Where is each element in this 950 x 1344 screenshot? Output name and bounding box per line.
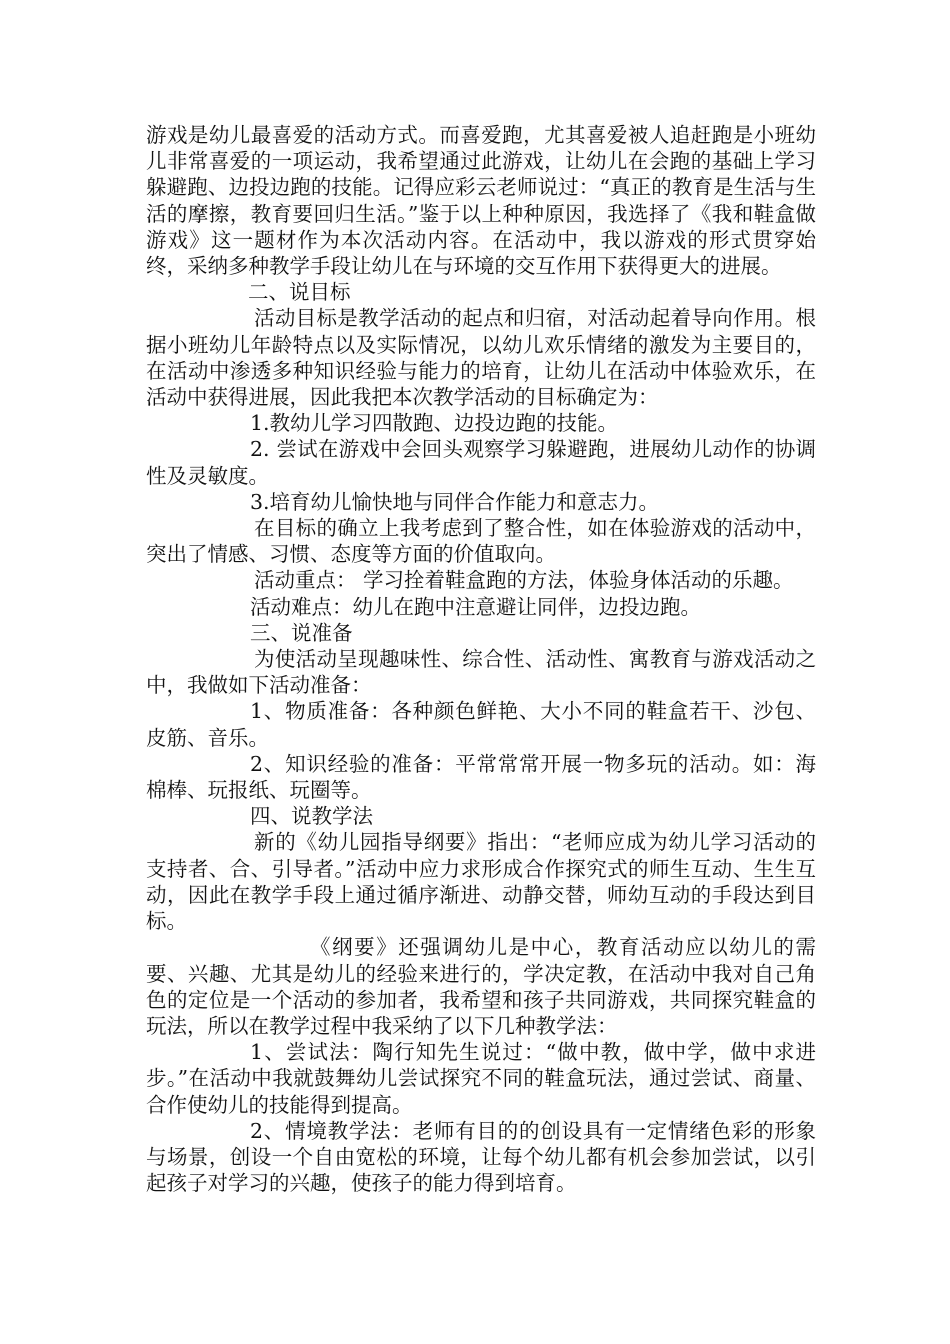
document-body — [146, 122, 816, 1196]
section-heading-methods: 四、说教学法 — [250, 804, 373, 829]
paragraph-difficulty: 活动难点：幼儿在跑中注意避让同伴，边投边跑。 — [250, 594, 701, 619]
paragraph-intro: 游戏是幼儿最喜爱的活动方式。而喜爱跑，尤其喜爱被人追赶跑是小班幼儿非常喜爱的一项运动，我希望通过此游戏，让幼儿在会跑的基础上学习躲避跑、边投边跑的技能。记得应彩云老师说过：“真正的教育是生活与生活的摩擦，教育要回归生活。”鉴于以上种种原因，我选择了《我和鞋盒做游戏》这一题材作为本次活动内容。在活动中，我以游戏的形式贯穿始终，采纳多种教学手段让幼儿在与环境的交互作用下获得更大的进展。 — [146, 123, 816, 279]
paragraph-integration: 在目标的确立上我考虑到了整合性，如在体验游戏的活动中，突出了情感、习惯、态度等方面的价值取向。 — [146, 516, 816, 567]
section-heading-goals: 二、说目标 — [248, 280, 351, 305]
preparation-item-2: 2、知识经验的准备：平常常常开展一物多玩的活动。如：海棉棒、玩报纸、玩圈等。 — [146, 751, 816, 803]
section-heading-preparation: 三、说准备 — [250, 620, 353, 645]
paragraph-key-point: 活动重点： 学习拴着鞋盒跑的方法，体验身体活动的乐趣。 — [254, 568, 794, 593]
goal-item-3: 3.培育幼儿愉快地与同伴合作能力和意志力。 — [250, 489, 660, 514]
method-item-1: 1、尝试法：陶行知先生说过：“做中教，做中学，做中求进步。”在活动中我就鼓舞幼儿尝试探究不同的鞋盒玩法，通过尝试、商量、合作使幼儿的技能得到提高。 — [146, 1040, 816, 1117]
paragraph-preparation: 为使活动呈现趣味性、综合性、活动性、寓教育与游戏活动之中，我做如下活动准备： — [146, 647, 816, 698]
paragraph-outline: 《纲要》还强调幼儿是中心，教育活动应以幼儿的需要、兴趣、尤其是幼儿的经验来进行的，学决定教，在活动中我对自己角色的定位是一个活动的参加者，我希望和孩子共同游戏，共同探究鞋盒的玩法，所以在教学过程中我采纳了以下几种教学法： — [146, 935, 816, 1038]
method-item-2: 2、情境教学法：老师有目的的创设具有一定情绪色彩的形象与场景，创设一个自由宽松的环境，让每个幼儿都有机会参加尝试，以引起孩子对学习的兴趣，使孩子的能力得到培育。 — [146, 1118, 816, 1196]
preparation-item-1: 1、物质准备：各种颜色鲜艳、大小不同的鞋盒若干、沙包、皮筋、音乐。 — [146, 699, 816, 750]
paragraph-goals: 活动目标是教学活动的起点和归宿，对活动起着导向作用。根据小班幼儿年龄特点以及实际情况，以幼儿欢乐情绪的激发为主要目的，在活动中渗透多种知识经验与能力的培育，让幼儿在活动中体验欢乐，在活动中获得进展，因此我把本次教学活动的目标确定为： — [146, 306, 816, 410]
paragraph-guideline: 新的《幼儿园指导纲要》指出：“老师应成为幼儿学习活动的支持者、合、引导者。”活动中应力求形成合作探究式的师生互动、生生互动，因此在教学手段上通过循序渐进、动静交替，师幼互动的手段达到目标。 — [146, 830, 816, 934]
goal-item-2: 2. 尝试在游戏中会回头观察学习躲避跑，进展幼儿动作的协调性及灵敏度。 — [146, 437, 816, 488]
goal-item-1: 1.教幼儿学习四散跑、边投边跑的技能。 — [250, 411, 619, 436]
